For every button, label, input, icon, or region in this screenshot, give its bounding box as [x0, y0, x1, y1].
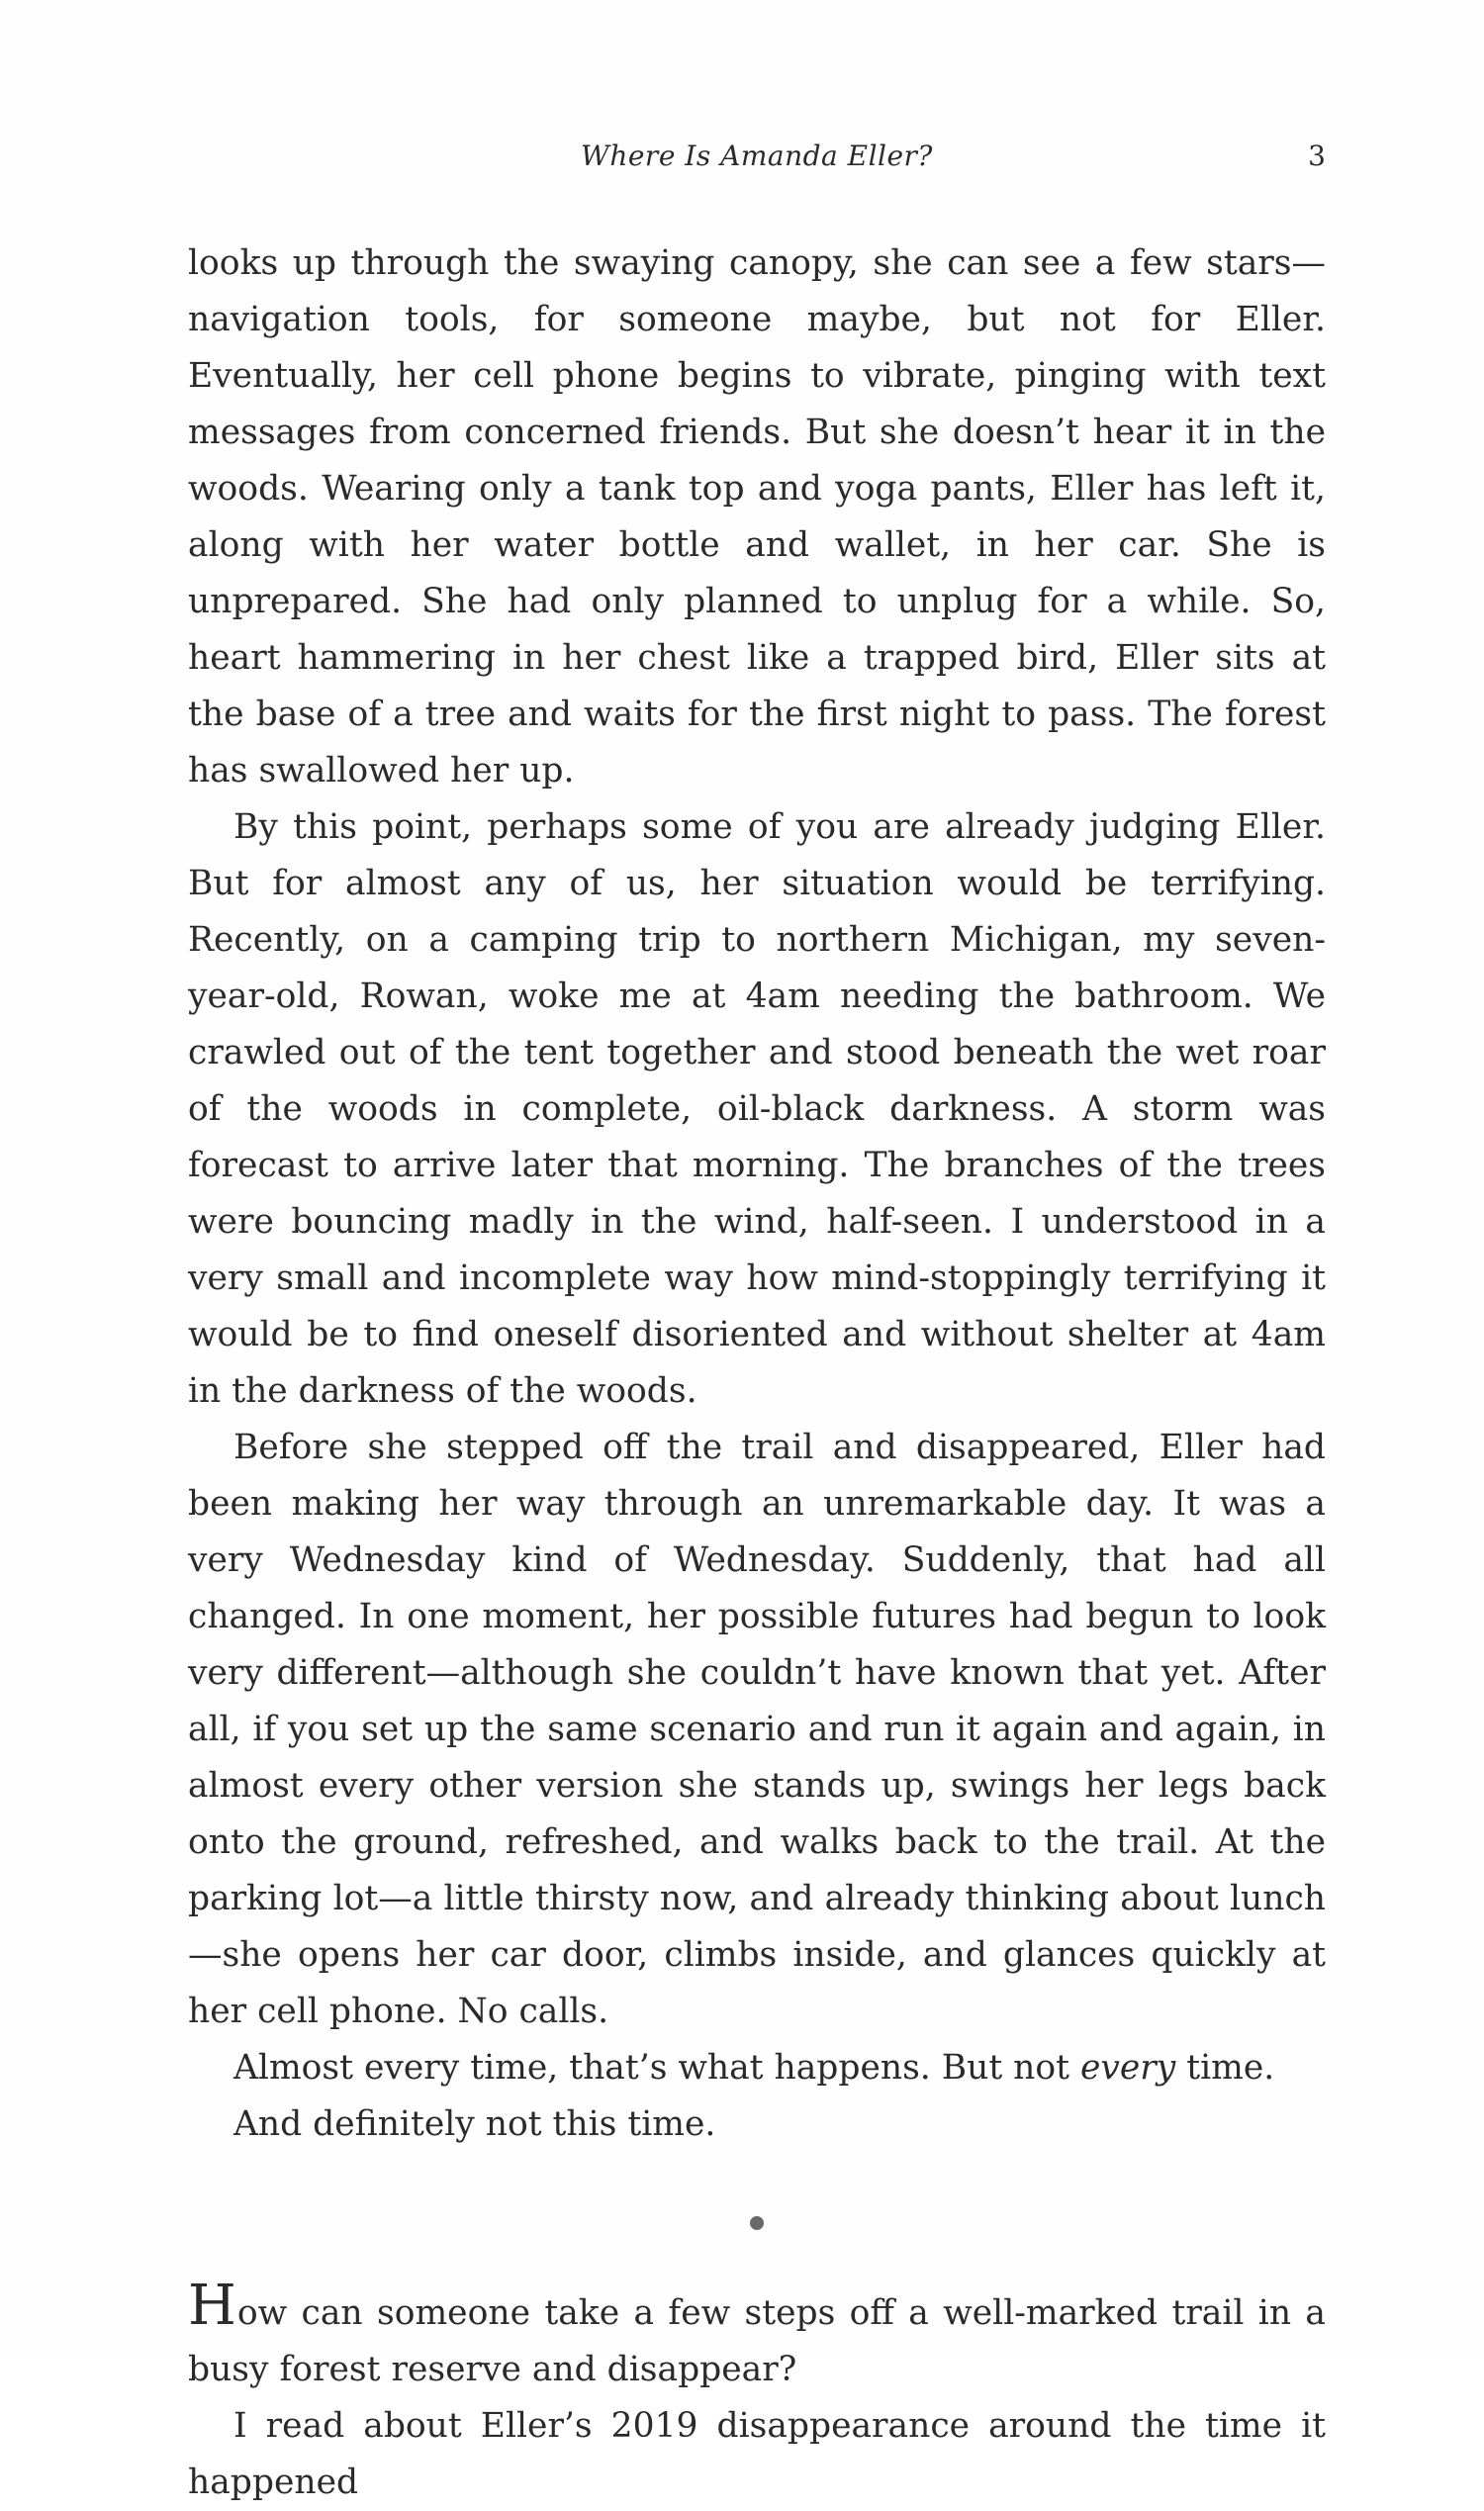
body-text	[188, 235, 1326, 2511]
paragraph-5: And definitely not this time.	[233, 2104, 716, 2144]
paragraph-4	[188, 2040, 1326, 2096]
paragraph-2: By this point, perhaps some of you are already judging Eller. But for almost any of us, her situation would be terrifying. Recently, on a camping trip to northern Michigan, my seven-year-old, Rowan, woke me at 4am needing the bathroom. We crawled out of the tent together and stood beneath the wet roar of the woods in complete, oil-black darkness. A storm was forecast to arrive later that morning. The branches of the trees were bouncing madly in the wind, half-seen. I understood in a very small and incomplete way how mind-stoppingly terrifying it would be to find oneself disoriented and without shelter at 4am in the darkness of the woods.	[188, 807, 1326, 1411]
paragraph-7: I read about Eller’s 2019 disappearance around the time it happened	[188, 2406, 1326, 2502]
paragraph-6-text: ow can someone take a few steps off a well-marked trail in a busy forest reserve and disappear?	[188, 2293, 1326, 2389]
emphasis-every: every	[1079, 2048, 1176, 2088]
section-break	[188, 2196, 1326, 2266]
paragraph-4-text-b: time.	[1175, 2048, 1275, 2088]
running-title: Where Is Amanda Eller?	[581, 140, 933, 172]
page-number: 3	[1308, 140, 1326, 172]
drop-cap: H	[188, 2274, 237, 2338]
paragraph-3: Before she stepped off the trail and disappeared, Eller had been making her way through an unremarkable day. It was a very Wednesday kind of Wednesday. Suddenly, that had all changed. In one moment, her possible futures had begun to look very different—although she couldn’t have known that yet. After all, if you set up the same scenario and run it again and again, in almost every other version she stands up, swings her legs back onto the ground, refreshed, and walks back to the trail. At the parking lot—a little thirsty now, and already thinking about lunch—she opens her car door, climbs inside, and glances quickly at her cell phone. No calls.	[188, 1428, 1326, 2031]
paragraph-6	[188, 2274, 1326, 2398]
running-header	[188, 137, 1326, 176]
paragraph-1: looks up through the swaying canopy, she can see a few stars—navigation tools, for someone maybe, but not for Eller. Eventually, her cell phone begins to vibrate, pinging with text messages from concerned friends. But she doesn’t hear it in the woods. Wearing only a tank top and yoga pants, Eller has left it, along with her water bottle and wallet, in her car. She is unprepared. She had only planned to unplug for a while. So, heart hammering in her chest like a trapped bird, Eller sits at the base of a tree and waits for the first night to pass. The forest has swallowed her up.	[188, 243, 1326, 790]
section-break-dot-icon	[750, 2216, 764, 2230]
paragraph-4-text-a: Almost every time, that’s what happens. But not	[233, 2048, 1080, 2088]
